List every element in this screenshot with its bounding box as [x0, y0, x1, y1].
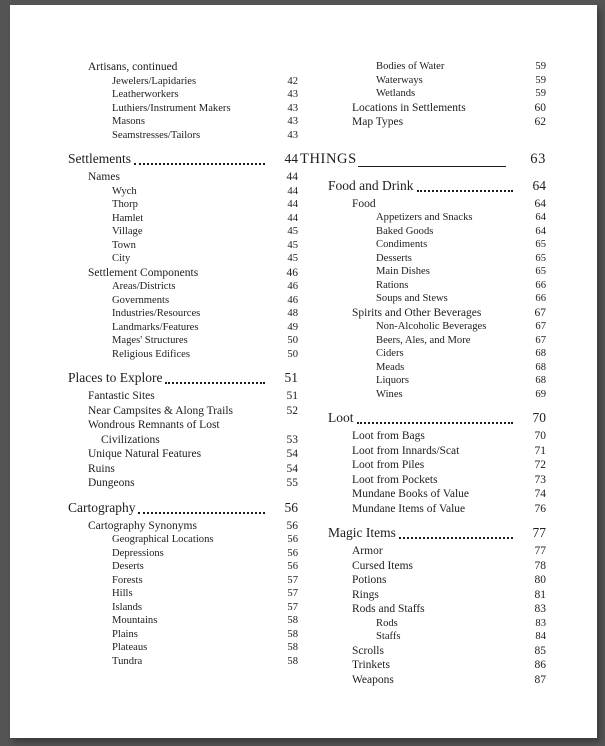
toc-entry-label: Islands [112, 601, 143, 613]
toc-entry [68, 614, 298, 628]
toc-entry [300, 115, 546, 130]
toc-entry-label: Loot from Innards/Scat [352, 444, 460, 457]
toc-page-number: 56 [287, 561, 298, 572]
toc-page-number: 77 [532, 525, 546, 540]
toc-entry-label: Names [88, 171, 120, 183]
toc-entry [300, 388, 546, 402]
toc-entry-label: Fantastic Sites [88, 390, 155, 402]
toc-page-number: 72 [534, 459, 546, 471]
toc-entry [68, 404, 298, 419]
toc-entry-label: Town [112, 239, 136, 251]
toc-entry [300, 252, 546, 266]
toc-page-number: 44 [287, 185, 298, 197]
toc-entry-label: Luthiers/Instrument Makers [112, 102, 231, 114]
toc-page-number: 45 [287, 226, 298, 237]
toc-entry-label: Condiments [376, 239, 428, 250]
toc-page-number: 65 [535, 252, 546, 264]
toc-entry [300, 544, 546, 559]
document-page [10, 5, 597, 738]
toc-entry-label: Rods and Staffs [352, 603, 425, 615]
toc-entry [300, 60, 546, 74]
toc-page-number: 51 [286, 390, 298, 402]
toc-entry [68, 75, 298, 89]
toc-entry-label: Artisans, continued [88, 61, 178, 73]
toc-page-number: 65 [535, 239, 546, 250]
toc-page-number: 56 [287, 547, 298, 559]
toc-page-number: 78 [534, 559, 546, 572]
toc-entry-label: Mountains [112, 615, 158, 626]
dot-leader [399, 537, 513, 539]
toc-page-number: 69 [535, 388, 546, 400]
toc-entry [68, 60, 298, 75]
toc-page-number: 58 [287, 655, 298, 667]
toc-entry [300, 374, 546, 388]
toc-entry [300, 361, 546, 375]
toc-heading [300, 176, 546, 195]
toc-entry-label: Settlement Components [88, 266, 199, 279]
toc-entry-label: Loot from Piles [352, 459, 425, 471]
toc-entry-wrap [68, 433, 298, 448]
toc-entry-label: Unique Natural Features [88, 448, 202, 460]
toc-page-number: 83 [535, 617, 546, 629]
toc-entry-label: Dungeons [88, 477, 135, 489]
toc-entry-label: Religious Edifices [112, 348, 190, 360]
toc-entry-label: Weapons [352, 673, 394, 686]
toc-entry-label: Tundra [112, 655, 143, 667]
toc-entry-label: Near Campsites & Along Trails [88, 404, 234, 417]
toc-entry [300, 101, 546, 116]
toc-heading [68, 498, 298, 517]
toc-entry-label: Mundane Items of Value [352, 502, 466, 515]
toc-page-number: 87 [534, 673, 546, 686]
toc-entry [68, 280, 298, 294]
toc-entry-label: Wines [376, 388, 403, 400]
toc-page-number: 86 [534, 659, 546, 671]
toc-entry-label: Cursed Items [352, 559, 414, 572]
toc-entry [68, 239, 298, 253]
toc-entry-label: Loot from Pockets [352, 473, 438, 486]
toc-entry [300, 306, 546, 321]
toc-page-number: 56 [286, 519, 298, 532]
toc-entry [300, 458, 546, 473]
toc-entry [68, 547, 298, 561]
toc-page-number: 43 [287, 129, 298, 141]
toc-entry [300, 617, 546, 631]
toc-entry-label: Jewelers/Lapidaries [112, 75, 197, 87]
toc-entry-label: Beers, Ales, and More [376, 334, 471, 346]
toc-entry-label: Civilizations [101, 433, 160, 446]
toc-entry-label: Wetlands [376, 88, 416, 99]
toc-heading [68, 149, 298, 168]
toc-entry [68, 641, 298, 655]
toc-entry [300, 347, 546, 361]
toc-heading [68, 368, 298, 387]
toc-entry-label: Loot [328, 410, 354, 425]
toc-page-number: 70 [534, 430, 546, 442]
toc-entry-label: Liquors [376, 375, 409, 386]
toc-page-number: 81 [534, 588, 546, 601]
toc-page-number: 68 [535, 361, 546, 373]
toc-entry [68, 519, 298, 534]
toc-entry-label: Depressions [112, 547, 164, 559]
toc-entry-label: Industries/Resources [112, 308, 201, 319]
toc-entry [68, 252, 298, 266]
dot-leader [417, 190, 514, 192]
toc-page-number: 58 [287, 628, 298, 640]
toc-entry [68, 533, 298, 547]
toc-entry [300, 673, 546, 688]
toc-page-number: 74 [534, 488, 546, 500]
toc-entry-label: Non-Alcoholic Beverages [376, 321, 487, 332]
dot-leader [134, 163, 265, 165]
toc-entry [68, 115, 298, 129]
toc-page-number: 51 [284, 370, 298, 385]
toc-page-number: 60 [534, 101, 546, 114]
toc-page-number: 59 [535, 61, 546, 72]
toc-entry-label: Bodies of Water [376, 61, 445, 72]
toc-entry-label: Geographical Locations [112, 534, 214, 545]
toc-column-left [68, 60, 298, 668]
toc-entry-label: Trinkets [352, 659, 390, 671]
toc-page-number: 66 [535, 279, 546, 291]
toc-entry-label: Locations in Settlements [352, 101, 466, 114]
toc-entry [300, 630, 546, 644]
toc-page-number: 62 [534, 116, 546, 128]
toc-page-number: 76 [534, 502, 546, 515]
toc-page-number: 48 [287, 308, 298, 319]
toc-page-number: 58 [287, 615, 298, 626]
toc-entry-label: Plains [112, 628, 138, 640]
toc-entry [68, 601, 298, 615]
toc-page-number: 44 [287, 199, 298, 210]
toc-entry [300, 279, 546, 293]
toc-heading [300, 150, 546, 169]
toc-entry-label: Village [112, 226, 143, 237]
toc-page-number: 64 [535, 212, 546, 223]
toc-entry-label: Rations [376, 279, 409, 291]
dot-leader [357, 422, 514, 424]
toc-page-number: 84 [535, 631, 546, 642]
toc-page-number: 56 [287, 534, 298, 545]
toc-entry [300, 473, 546, 488]
toc-entry-label: THINGS [300, 150, 357, 167]
toc-entry-label: Plateaus [112, 642, 148, 653]
toc-entry [68, 462, 298, 477]
toc-entry-label: Wych [112, 185, 137, 197]
toc-entry [300, 502, 546, 517]
toc-page-number: 67 [534, 306, 546, 319]
toc-heading [300, 408, 546, 427]
toc-entry-label: Thorp [112, 199, 138, 210]
toc-entry [68, 447, 298, 462]
toc-entry [300, 334, 546, 348]
toc-entry [300, 559, 546, 574]
toc-entry [68, 170, 298, 185]
toc-entry [68, 88, 298, 102]
toc-entry-label: Baked Goods [376, 225, 434, 237]
toc-page-number: 83 [534, 603, 546, 615]
toc-entry-label: Seamstresses/Tailors [112, 129, 201, 141]
toc-page-number: 45 [287, 239, 298, 251]
toc-page-number: 70 [532, 410, 546, 425]
toc-entry-label: Rods [376, 617, 398, 629]
toc-entry-label: Appetizers and Snacks [376, 212, 473, 223]
toc-entry [68, 418, 298, 433]
underscore-leader [358, 166, 506, 167]
toc-entry [68, 628, 298, 642]
toc-page-number: 46 [287, 281, 298, 292]
toc-page-number: 43 [287, 102, 298, 114]
toc-entry-label: Staffs [376, 631, 401, 642]
toc-entry [300, 573, 546, 588]
toc-entry [68, 307, 298, 321]
toc-entry-label: Cartography Synonyms [88, 519, 197, 532]
toc-column-right [300, 60, 546, 687]
toc-entry-label: Leatherworkers [112, 89, 179, 100]
toc-entry-label: Armor [352, 545, 383, 557]
toc-entry [68, 294, 298, 308]
toc-entry-label: Hills [112, 588, 133, 599]
toc-entry-label: Hamlet [112, 212, 144, 224]
toc-entry [68, 476, 298, 491]
toc-entry [68, 334, 298, 348]
toc-entry-label: Forests [112, 574, 143, 586]
toc-page-number: 44 [284, 151, 298, 166]
toc-entry-label: Places to Explore [68, 370, 163, 385]
toc-page-number: 55 [286, 477, 298, 489]
toc-entry [300, 265, 546, 279]
toc-entry [68, 389, 298, 404]
toc-page-number: 65 [535, 266, 546, 277]
toc-page-number: 57 [287, 574, 298, 586]
toc-entry-label: Soups and Stews [376, 293, 448, 304]
toc-entry [68, 185, 298, 199]
toc-page-number: 45 [287, 253, 298, 264]
toc-entry-label: Potions [352, 574, 387, 586]
dot-leader [138, 512, 265, 514]
toc-page-number: 67 [535, 334, 546, 346]
toc-entry [300, 658, 546, 673]
dot-leader [165, 382, 265, 384]
toc-entry [300, 238, 546, 252]
toc-entry-label: Deserts [112, 561, 144, 572]
toc-entry [300, 444, 546, 459]
toc-entry [300, 197, 546, 212]
toc-page-number: 57 [287, 588, 298, 599]
toc-page-number: 77 [534, 545, 546, 557]
toc-entry [300, 588, 546, 603]
toc-entry-label: Settlements [68, 151, 131, 166]
toc-page-number: 71 [534, 444, 546, 457]
toc-page-number: 49 [287, 321, 298, 333]
toc-page-number: 50 [287, 335, 298, 346]
toc-entry [300, 602, 546, 617]
toc-heading [300, 523, 546, 542]
toc-page-number: 46 [287, 294, 298, 306]
toc-entry [300, 487, 546, 502]
toc-entry [68, 348, 298, 362]
toc-entry [300, 74, 546, 88]
toc-entry [68, 212, 298, 226]
toc-entry [300, 225, 546, 239]
toc-entry-label: Areas/Districts [112, 281, 176, 292]
toc-page-number: 42 [287, 75, 298, 87]
toc-entry-label: Governments [112, 294, 170, 306]
toc-entry [68, 655, 298, 669]
toc-page-number: 63 [530, 150, 546, 167]
toc-entry-label: Wondrous Remnants of Lost [88, 419, 220, 431]
toc-page-number: 53 [286, 433, 298, 446]
toc-entry [300, 644, 546, 659]
toc-entry [68, 587, 298, 601]
toc-page-number: 80 [534, 574, 546, 586]
toc-entry [68, 574, 298, 588]
toc-page-number: 66 [535, 293, 546, 304]
toc-page-number: 64 [535, 225, 546, 237]
toc-page-number: 73 [534, 473, 546, 486]
toc-entry-label: Cartography [68, 499, 136, 515]
toc-entry-label: Map Types [352, 116, 404, 128]
toc-entry-label: City [112, 253, 131, 264]
toc-page-number: 44 [286, 171, 298, 183]
toc-entry-label: Waterways [376, 74, 423, 86]
toc-entry [68, 225, 298, 239]
toc-entry-label: Landmarks/Features [112, 321, 199, 333]
toc-entry [300, 211, 546, 225]
toc-page-number: 56 [284, 499, 298, 515]
toc-page-number: 58 [287, 642, 298, 653]
toc-page-number: 59 [535, 88, 546, 99]
toc-page-number: 54 [286, 448, 298, 460]
toc-page-number: 85 [534, 644, 546, 657]
toc-entry [300, 292, 546, 306]
toc-entry-label: Magic Items [328, 525, 396, 540]
toc-page-number: 43 [287, 116, 298, 127]
toc-entry-label: Loot from Bags [352, 430, 425, 442]
toc-page-number: 67 [535, 321, 546, 332]
toc-page-number: 44 [287, 212, 298, 224]
toc-entry [68, 198, 298, 212]
toc-page-number: 50 [287, 348, 298, 360]
toc-entry-label: Rings [352, 588, 379, 601]
toc-page-number: 54 [286, 462, 298, 475]
toc-entry-label: Mundane Books of Value [352, 488, 470, 500]
toc-entry-label: Spirits and Other Beverages [352, 306, 482, 319]
toc-entry-label: Mages' Structures [112, 335, 188, 346]
toc-page-number: 57 [287, 601, 298, 613]
toc-page-number: 43 [287, 89, 298, 100]
toc-page-number: 64 [534, 197, 546, 210]
toc-entry-label: Food [352, 197, 376, 210]
toc-entry-label: Main Dishes [376, 266, 430, 277]
toc-entry [68, 102, 298, 116]
toc-entry-label: Ruins [88, 462, 115, 475]
toc-entry-label: Scrolls [352, 644, 384, 657]
toc-page-number: 64 [532, 177, 546, 193]
toc-entry [68, 266, 298, 281]
toc-entry-label: Food and Drink [328, 177, 414, 193]
toc-entry [68, 321, 298, 335]
toc-page-number: 68 [535, 375, 546, 386]
toc-page-number: 46 [286, 266, 298, 279]
toc-entry-label: Masons [112, 116, 145, 127]
toc-page-number: 68 [535, 348, 546, 359]
toc-entry [68, 129, 298, 143]
toc-entry [300, 87, 546, 101]
toc-entry [300, 320, 546, 334]
toc-entry-label: Desserts [376, 252, 412, 264]
toc-entry-label: Ciders [376, 348, 404, 359]
toc-entry [300, 429, 546, 444]
toc-page-number: 59 [535, 74, 546, 86]
toc-entry [68, 560, 298, 574]
toc-page-number: 52 [286, 404, 298, 417]
toc-entry-label: Meads [376, 361, 405, 373]
